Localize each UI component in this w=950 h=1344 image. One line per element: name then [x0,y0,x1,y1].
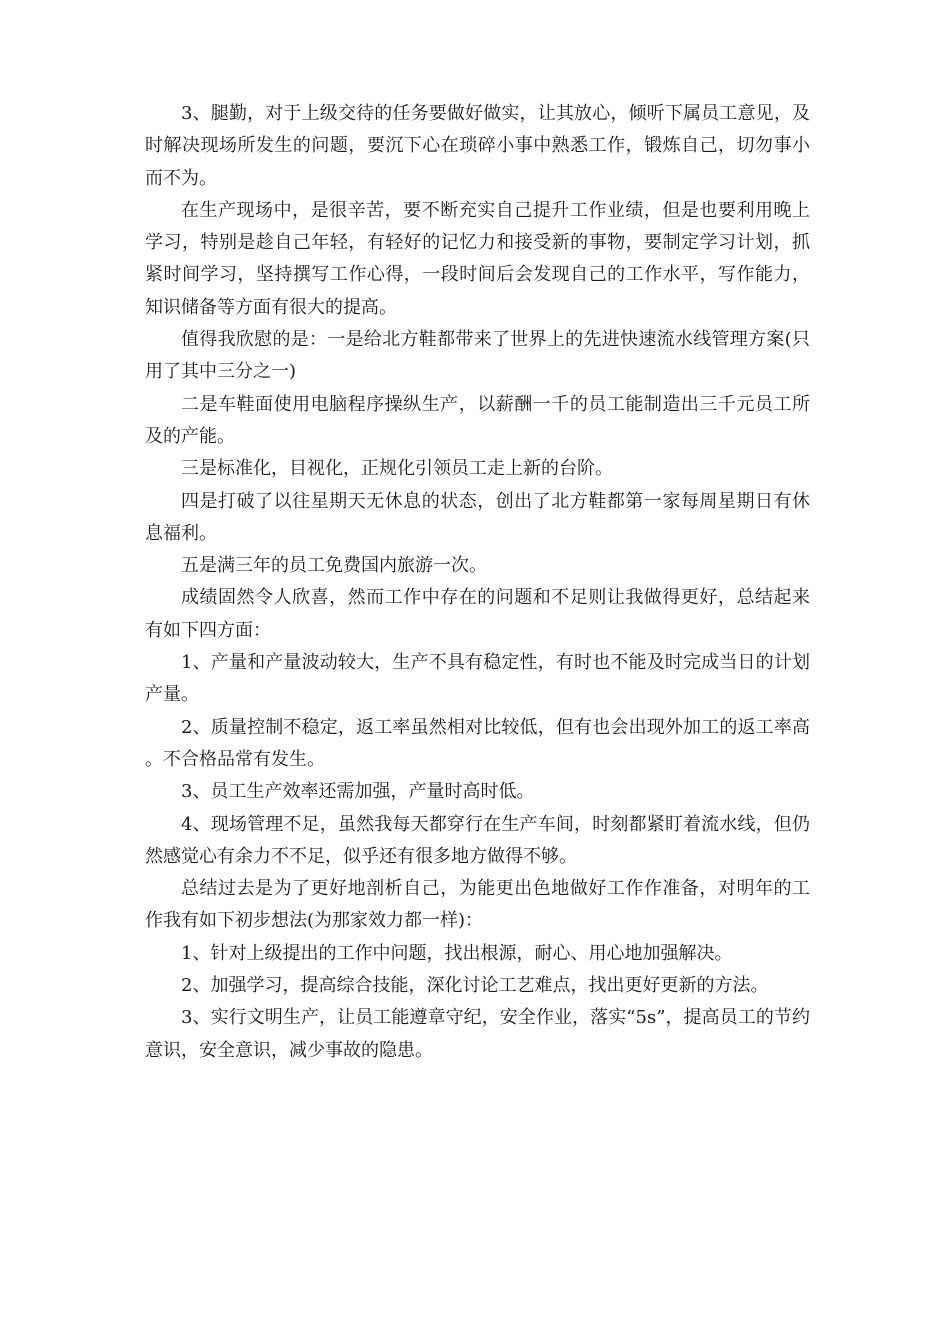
paragraph-problem-4: 4、现场管理不足，虽然我每天都穿行在生产车间，时刻都紧盯着流水线，但仍然感觉心有余力不不足，似乎还有很多地方做得不够。 [145,813,810,867]
paragraph-self-study: 在生产现场中，是很辛苦，要不断充实自己提升工作业绩，但是也要利用晚上学习，特别是趁自己年轻，有轻好的记忆力和接受新的事物，要制定学习计划，抓紧时间学习，坚持撰写工作心得，一段时间后会发现自己的工作水平，写作能力，知识储备等方面有很大的提高。 [145,199,810,318]
paragraph-achievement-5: 五是满三年的员工免费国内旅游一次。 [181,555,487,577]
paragraph-plan-1: 1、针对上级提出的工作中问题，找出根源，耐心、用心地加强解决。 [181,942,733,964]
paragraph-plan-3: 3、实行文明生产，让员工能遵章守纪，安全作业，落实“5s”，提高员工的节约意识，安全意识，减少事故的隐患。 [145,1007,810,1061]
paragraph-achievement-3: 三是标准化，目视化，正规化引领员工走上新的台阶。 [181,458,613,480]
paragraph-achievement-4: 四是打破了以往星期天无休息的状态，创出了北方鞋都第一家每周星期日有休息福利。 [145,490,810,544]
document-body [145,98,810,1067]
paragraph-problems-intro: 成绩固然令人欣喜，然而工作中存在的问题和不足则让我做得更好，总结起来有如下四方面： [145,587,810,641]
paragraph-plans-intro: 总结过去是为了更好地剖析自己，为能更出色地做好工作作准备，对明年的工作我有如下初步想法(为那家效力都一样)： [145,878,810,932]
paragraph-achievement-2: 二是车鞋面使用电脑程序操纵生产，以薪酬一千的员工能制造出三千元员工所及的产能。 [145,393,810,447]
paragraph-legwork: 3、腿勤，对于上级交待的任务要做好做实，让其放心，倾听下属员工意见，及时解决现场所发生的问题，要沉下心在琐碎小事中熟悉工作，锻炼自己，切勿事小而不为。 [145,103,810,189]
paragraph-problem-2: 2、质量控制不稳定，返工率虽然相对比较低，但有也会出现外加工的返工率高。不合格品常有发生。 [145,716,810,770]
paragraph-plan-2: 2、加强学习，提高综合技能，深化讨论工艺难点，找出更好更新的方法。 [181,975,769,997]
paragraph-achievement-1: 值得我欣慰的是：一是给北方鞋都带来了世界上的先进快速流水线管理方案(只用了其中三分之一) [145,329,810,383]
paragraph-problem-1: 1、产量和产量波动较大，生产不具有稳定性，有时也不能及时完成当日的计划产量。 [145,652,810,706]
paragraph-problem-3: 3、员工生产效率还需加强，产量时高时低。 [181,781,535,803]
